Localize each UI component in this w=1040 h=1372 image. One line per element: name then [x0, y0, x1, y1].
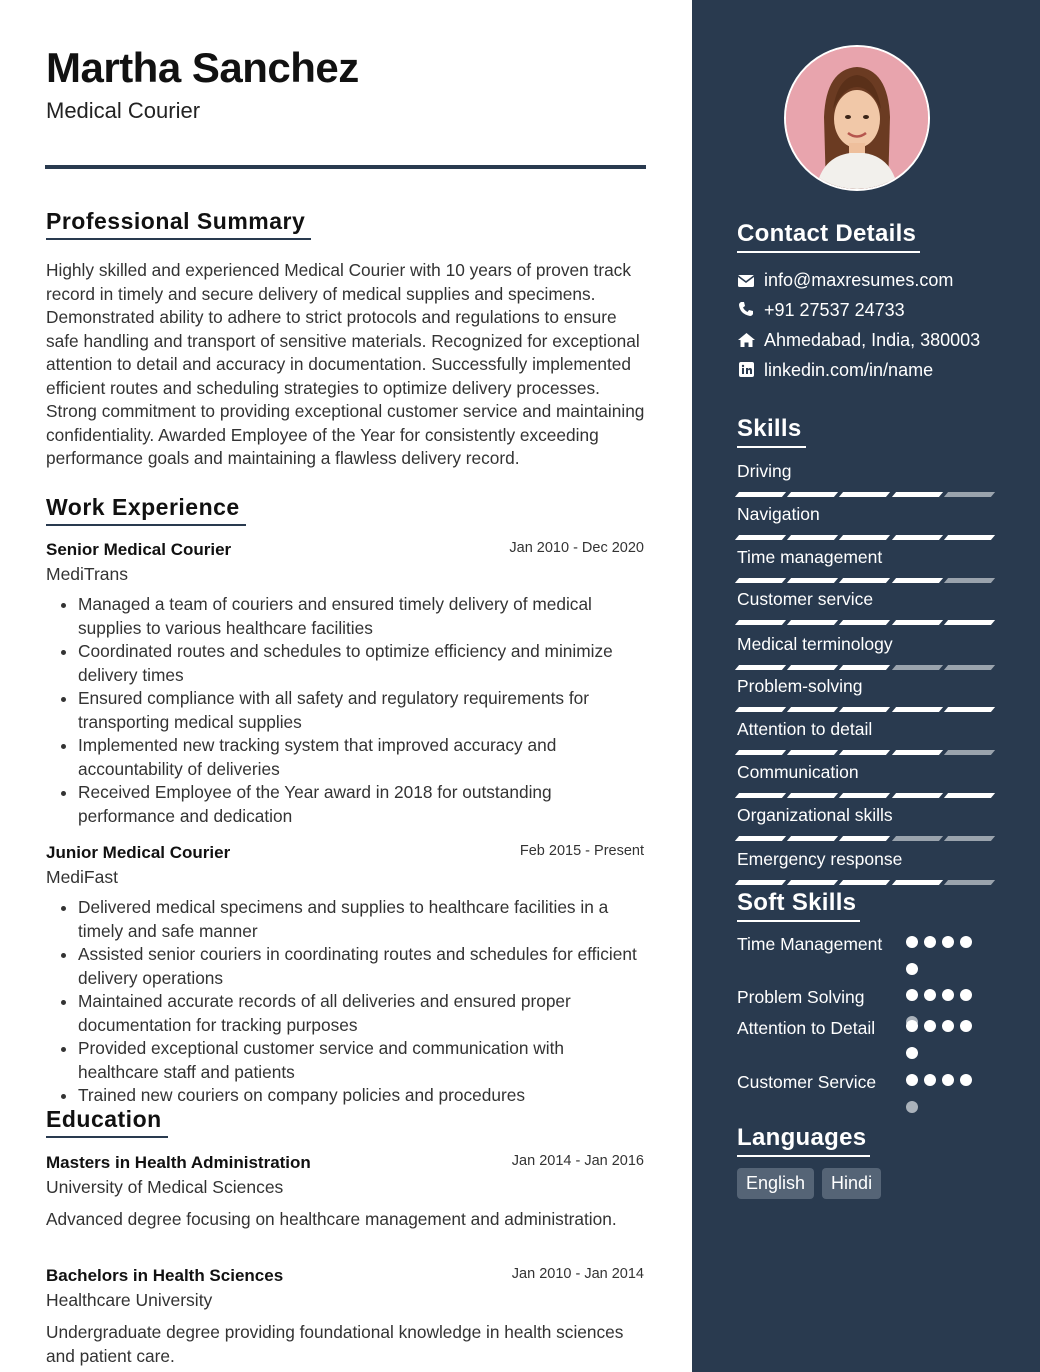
job-bullet: • Delivered medical specimens and supplies to healthcare facilities in a timely and safe manner: [78, 896, 646, 943]
skill-name: Time management: [737, 547, 883, 567]
skill-rating-bar: [737, 836, 993, 841]
skill-segment-filled: [735, 836, 786, 841]
skill-segment-filled: [735, 578, 786, 583]
phone-text: +91 27537 24733: [764, 300, 905, 320]
skill-segment-filled: [787, 535, 838, 540]
soft-skill-name: Customer Service: [737, 1072, 877, 1092]
skill-item: [737, 634, 993, 670]
skill-rating-bar: [737, 665, 993, 670]
envelope-icon: [737, 271, 755, 292]
rating-dot: [906, 963, 918, 975]
skill-segment-filled: [735, 665, 786, 670]
rating-dot: [960, 1020, 972, 1032]
job-bullet: • Received Employee of the Year award in 2018 for outstanding performance and dedication: [78, 781, 646, 828]
skill-name: Organizational skills: [737, 805, 893, 825]
skill-segment-filled: [944, 535, 995, 540]
skill-segment-filled: [735, 620, 786, 625]
skill-item: [737, 849, 993, 885]
education-heading: Education: [46, 1106, 168, 1138]
candidate-name: Martha Sanchez: [46, 44, 359, 91]
skill-item: [737, 589, 993, 625]
contact-email[interactable]: [737, 270, 953, 292]
job-bullet: • Trained new couriers on company policies and procedures: [78, 1084, 646, 1108]
skill-item: [737, 461, 993, 497]
rating-dot: [924, 989, 936, 1001]
skills-heading: Skills: [737, 415, 806, 448]
skill-segment-empty: [944, 578, 995, 583]
linkedin-text: linkedin.com/in/name: [764, 360, 934, 380]
rating-dot: [942, 1020, 954, 1032]
experience-entry: [46, 540, 646, 828]
skill-segment-filled: [839, 793, 890, 798]
skill-segment-filled: [944, 793, 995, 798]
rating-dot: [906, 1074, 918, 1086]
skill-name: Driving: [737, 461, 792, 481]
candidate-title: Medical Courier: [46, 98, 201, 123]
skill-segment-filled: [892, 750, 943, 755]
skill-segment-filled: [892, 620, 943, 625]
languages-heading: Languages: [737, 1124, 870, 1157]
rating-dot: [906, 989, 918, 1001]
skill-name: Emergency response: [737, 849, 903, 869]
skill-segment-filled: [892, 492, 943, 497]
skill-segment-empty: [944, 836, 995, 841]
skill-segment-filled: [787, 793, 838, 798]
skill-item: [737, 805, 993, 841]
rating-dot: [906, 1047, 918, 1059]
summary-text: Highly skilled and experienced Medical Courier with 10 years of proven track record in timely and secure delivery of medical supplies and specimens. Demonstrated ability to adhere to strict protocols and regulations to ensure safe handling and transport of sensitive materials. Recognized for exceptional attention to detail and accuracy in documentation. Successfully implemented efficient routes and scheduling strategies to optimize delivery processes. Strong commitment to providing exceptional customer service and maintaining confidentiality. Awarded Employee of the Year for consistently exceeding performance goals and maintaining a flawless delivery record.: [46, 260, 645, 468]
soft-skill-rating: [906, 936, 986, 990]
skill-name: Communication: [737, 762, 859, 782]
job-bullets: [46, 593, 646, 828]
job-company: MediTrans: [46, 564, 129, 584]
skill-segment-filled: [839, 492, 890, 497]
skill-item: [737, 719, 993, 755]
linkedin-icon: [737, 361, 755, 382]
skill-name: Medical terminology: [737, 634, 893, 654]
skill-segment-filled: [735, 750, 786, 755]
rating-dot: [942, 936, 954, 948]
skill-segment-filled: [944, 707, 995, 712]
job-bullet: • Managed a team of couriers and ensured timely delivery of medical supplies to various healthcare facilities: [78, 593, 646, 640]
skill-segment-filled: [787, 665, 838, 670]
rating-dot: [960, 936, 972, 948]
degree-school: University of Medical Sciences: [46, 1177, 284, 1197]
soft-skill-item: [737, 1071, 997, 1095]
rating-dot: [906, 936, 918, 948]
email-text: info@maxresumes.com: [764, 270, 954, 290]
skill-rating-bar: [737, 880, 993, 885]
language-tag: Hindi: [822, 1168, 881, 1199]
skill-rating-bar: [737, 793, 993, 798]
home-icon: [737, 331, 755, 352]
language-list: [737, 1168, 881, 1199]
rating-dot: [942, 1074, 954, 1086]
soft-skill-item: [737, 1017, 997, 1041]
soft-skill-item: [737, 933, 997, 957]
skill-rating-bar: [737, 620, 993, 625]
skill-segment-filled: [839, 578, 890, 583]
skill-segment-filled: [839, 880, 890, 885]
degree-title: Bachelors in Health Sciences: [46, 1266, 284, 1285]
skill-segment-filled: [892, 793, 943, 798]
degree-description: Advanced degree focusing on healthcare management and administration.: [46, 1209, 617, 1229]
header-divider: [45, 165, 646, 169]
skill-segment-filled: [787, 750, 838, 755]
skill-segment-filled: [787, 620, 838, 625]
job-bullet: • Ensured compliance with all safety and regulatory requirements for transporting medical supplies: [78, 687, 646, 734]
skill-rating-bar: [737, 578, 993, 583]
skill-item: [737, 762, 993, 798]
skill-segment-filled: [787, 492, 838, 497]
job-bullet: • Assisted senior couriers in coordinating routes and schedules for efficient delivery operations: [78, 943, 646, 990]
soft-skill-rating: [906, 1074, 986, 1128]
job-title: Senior Medical Courier: [46, 540, 232, 559]
rating-dot: [960, 1074, 972, 1086]
skill-segment-filled: [787, 707, 838, 712]
skill-rating-bar: [737, 750, 993, 755]
soft-skill-name: Problem Solving: [737, 987, 865, 1007]
rating-dot: [906, 1101, 918, 1113]
skill-name: Customer service: [737, 589, 874, 609]
skill-name: Attention to detail: [737, 719, 873, 739]
job-title: Junior Medical Courier: [46, 843, 231, 862]
skill-segment-empty: [892, 665, 943, 670]
experience-entry: [46, 843, 646, 1108]
degree-title: Masters in Health Administration: [46, 1153, 311, 1172]
skill-segment-filled: [839, 620, 890, 625]
rating-dot: [960, 989, 972, 1001]
rating-dot: [924, 1020, 936, 1032]
skill-segment-filled: [892, 535, 943, 540]
phone-icon: [737, 301, 755, 322]
skill-segment-empty: [944, 665, 995, 670]
job-bullet: • Coordinated routes and schedules to optimize efficiency and minimize delivery times: [78, 640, 646, 687]
skill-rating-bar: [737, 492, 993, 497]
skill-name: Navigation: [737, 504, 820, 524]
skill-segment-empty: [944, 492, 995, 497]
skill-rating-bar: [737, 707, 993, 712]
job-dates: Jan 2010 - Dec 2020: [509, 540, 644, 556]
skill-segment-filled: [735, 880, 786, 885]
skill-name: Problem-solving: [737, 676, 863, 696]
skill-segment-filled: [839, 535, 890, 540]
skill-segment-filled: [735, 492, 786, 497]
skill-item: [737, 504, 993, 540]
skill-segment-filled: [892, 880, 943, 885]
skill-segment-filled: [735, 793, 786, 798]
rating-dot: [906, 1020, 918, 1032]
profile-photo: [784, 45, 930, 191]
soft-skills-heading: Soft Skills: [737, 889, 860, 922]
skill-item: [737, 547, 993, 583]
soft-skill-item: [737, 986, 997, 1010]
skill-segment-filled: [787, 578, 838, 583]
soft-skill-name: Time Management: [737, 934, 883, 954]
skill-segment-filled: [735, 535, 786, 540]
degree-dates: Jan 2010 - Jan 2014: [511, 1266, 644, 1282]
experience-heading: Work Experience: [46, 494, 246, 526]
summary-heading: Professional Summary: [46, 208, 311, 240]
skill-segment-filled: [892, 578, 943, 583]
contact-address: [737, 330, 980, 352]
skill-item: [737, 676, 993, 712]
skill-segment-filled: [839, 665, 890, 670]
skill-segment-empty: [944, 880, 995, 885]
contact-linkedin[interactable]: [737, 360, 933, 382]
degree-school: Healthcare University: [46, 1290, 213, 1310]
rating-dot: [924, 936, 936, 948]
skill-segment-empty: [892, 836, 943, 841]
skill-segment-filled: [944, 620, 995, 625]
education-entry: [46, 1153, 646, 1232]
skill-rating-bar: [737, 535, 993, 540]
degree-description: Undergraduate degree providing foundational knowledge in health sciences and patient care.: [46, 1322, 624, 1366]
skill-segment-filled: [787, 880, 838, 885]
contact-phone[interactable]: [737, 300, 905, 322]
skill-segment-empty: [944, 750, 995, 755]
job-dates: Feb 2015 - Present: [519, 843, 644, 859]
degree-dates: Jan 2014 - Jan 2016: [511, 1153, 644, 1169]
address-text: Ahmedabad, India, 380003: [764, 330, 981, 350]
rating-dot: [942, 989, 954, 1001]
contact-heading: Contact Details: [737, 220, 920, 253]
job-bullet: • Implemented new tracking system that improved accuracy and accountability of deliveries: [78, 734, 646, 781]
soft-skill-name: Attention to Detail: [737, 1018, 876, 1038]
language-tag: English: [737, 1168, 814, 1199]
rating-dot: [924, 1074, 936, 1086]
job-company: MediFast: [46, 867, 118, 887]
skill-segment-filled: [892, 707, 943, 712]
job-bullet: • Maintained accurate records of all deliveries and ensured proper documentation for tracking purposes: [78, 990, 646, 1037]
skill-segment-filled: [839, 750, 890, 755]
skill-segment-filled: [839, 836, 890, 841]
skill-segment-filled: [839, 707, 890, 712]
education-entry: [46, 1266, 646, 1368]
job-bullet: • Provided exceptional customer service and communication with healthcare staff and patients: [78, 1037, 646, 1084]
soft-skill-rating: [906, 1020, 986, 1074]
skill-segment-filled: [787, 836, 838, 841]
job-bullets: [46, 896, 646, 1108]
skill-segment-filled: [735, 707, 786, 712]
